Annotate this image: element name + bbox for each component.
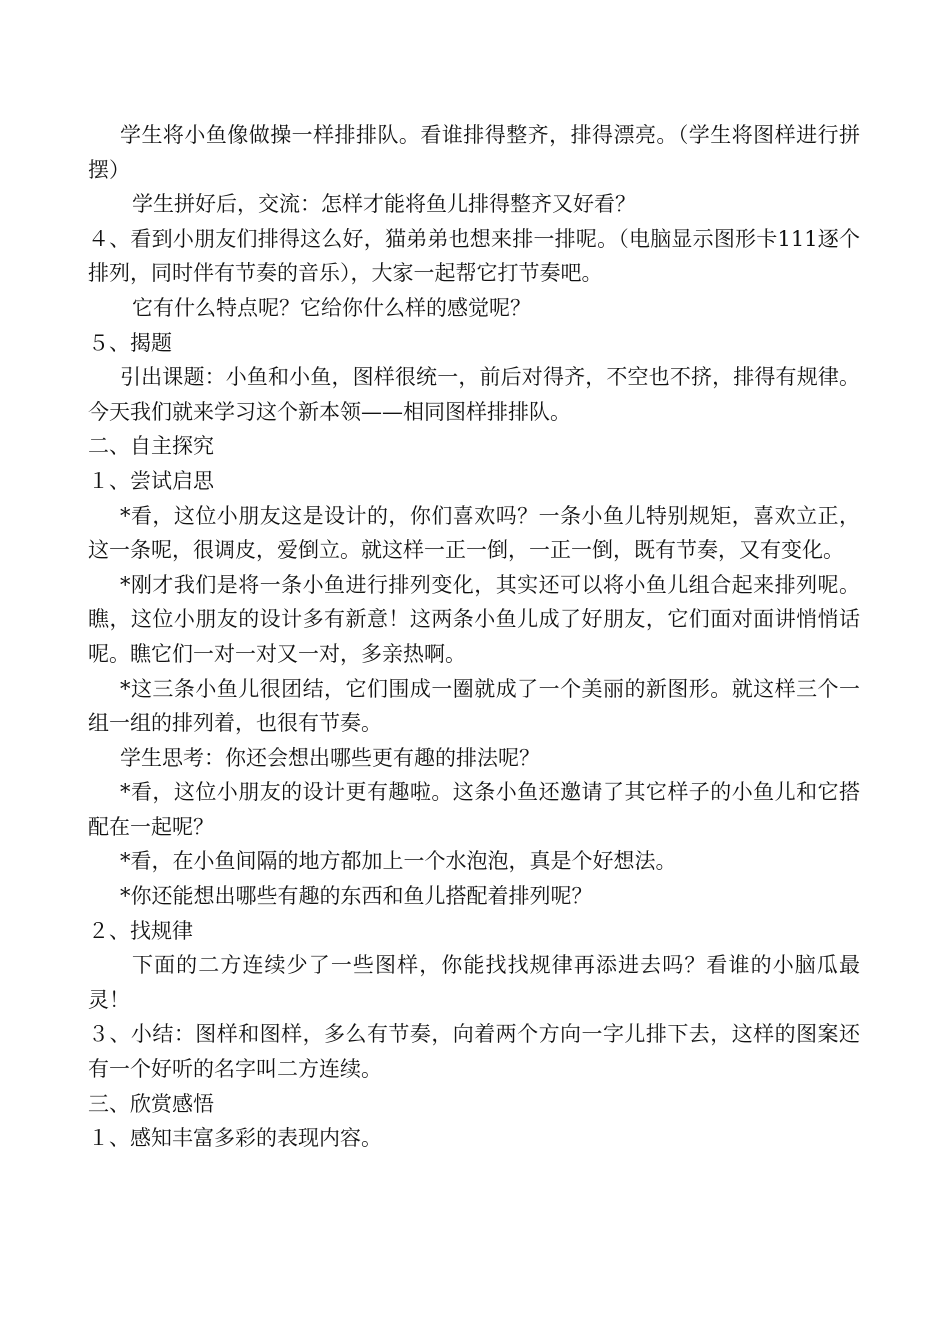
paragraph-design-pairs: *刚才我们是将一条小鱼进行排列变化，其实还可以将小鱼儿组合起来排列呢。瞧，这位小朋友的设计多有新意！这两条小鱼儿成了好朋友，它们面对面讲悄悄话呢。瞧它们一对一对又一对，多亲热啊。 <box>88 572 860 666</box>
paragraph-design-upright: *看，这位小朋友这是设计的，你们喜欢吗？一条小鱼儿特别规矩，喜欢立正，这一条呢，很调皮，爱倒立。就这样一正一倒，一正一倒，既有节奏，又有变化。 <box>88 503 860 563</box>
heading-perceive-content: １、感知丰富多彩的表现内容。 <box>88 1126 382 1151</box>
section-heading-explore: 二、自主探究 <box>88 434 214 459</box>
paragraph-student-think: 学生思考：你还会想出哪些更有趣的排法呢？ <box>120 745 540 770</box>
paragraph-design-bubbles: *看，在小鱼间隔的地方都加上一个水泡泡，真是个好想法。 <box>120 849 677 874</box>
document-body <box>88 118 860 1156</box>
heading-find-pattern: ２、找规律 <box>88 918 193 943</box>
paragraph-summary: ３、小结：图样和图样，多么有节奏，向着两个方向一字儿排下去，这样的图案还有一个好听的名字叫二方连续。 <box>88 1022 860 1082</box>
paragraph-design-mixed: *看，这位小朋友的设计更有趣啦。这条小鱼还邀请了其它样子的小鱼儿和它搭配在一起呢？ <box>88 780 860 839</box>
paragraph-design-question: *你还能想出哪些有趣的东西和鱼儿搭配着排列呢？ <box>120 884 593 909</box>
section-heading-appreciate: 三、欣赏感悟 <box>88 1091 214 1116</box>
paragraph-discussion: 学生拼好后，交流：怎样才能将鱼儿排得整齐又好看？ <box>132 192 636 217</box>
paragraph-step-4: ４、看到小朋友们排得这么好，猫弟弟也想来排一排呢。（电脑显示图形卡111逐个排列，同时伴有节奏的音乐），大家一起帮它打节奏吧。 <box>88 226 860 286</box>
paragraph-lesson-topic: 引出课题：小鱼和小鱼，图样很统一，前后对得齐，不空也不挤，排得有规律。今天我们就来学习这个新本领——相同图样排排队。 <box>88 365 860 424</box>
heading-try-think: １、尝试启思 <box>88 468 214 493</box>
paragraph-features-question: 它有什么特点呢？它给你什么样的感觉呢？ <box>132 295 531 320</box>
heading-step-5: ５、揭题 <box>88 330 172 355</box>
paragraph-find-pattern: 下面的二方连续少了一些图样，你能找找规律再添进去吗？看谁的小脑瓜最灵！ <box>88 953 860 1012</box>
paragraph-fish-lineup: 学生将小鱼像做操一样排排队。看谁排得整齐，排得漂亮。（学生将图样进行拼摆） <box>88 123 860 182</box>
paragraph-design-triples: *这三条小鱼儿很团结，它们围成一圈就成了一个美丽的新图形。就这样三个一组一组的排列着，也很有节奏。 <box>88 676 860 736</box>
